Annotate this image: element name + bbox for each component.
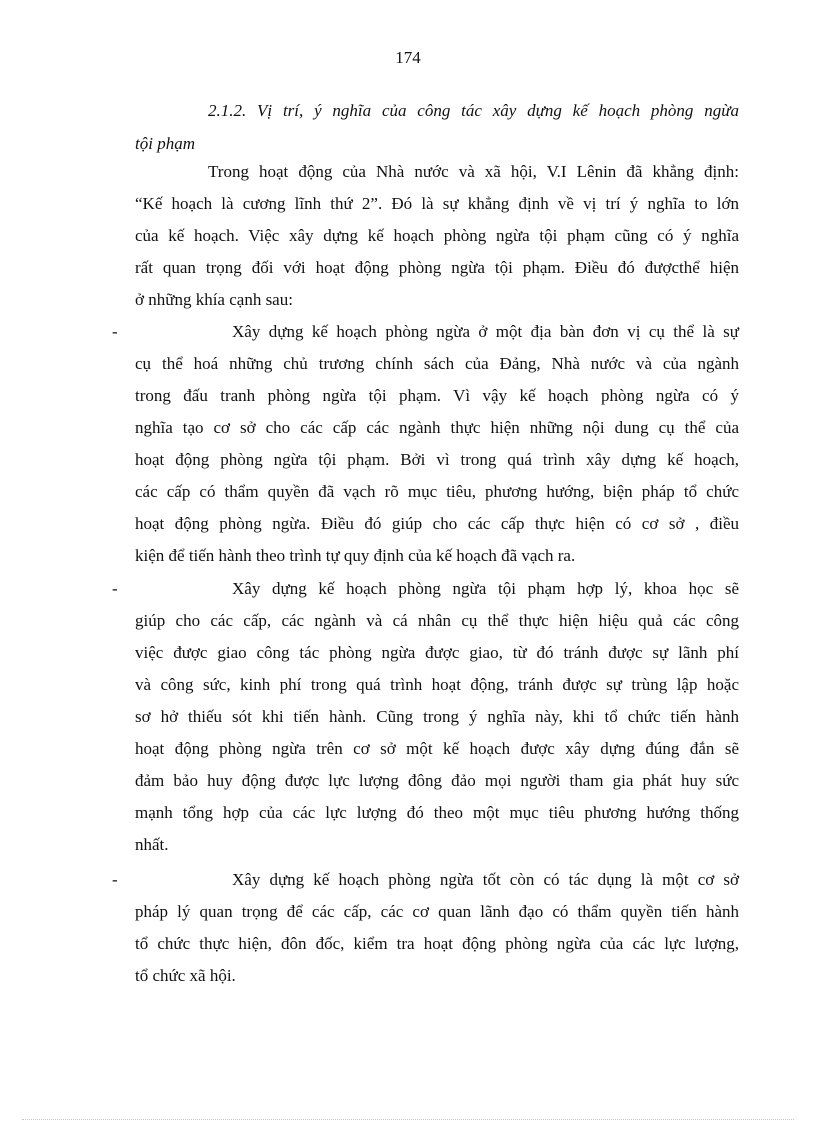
text-line: ở những khía cạnh sau: bbox=[135, 290, 293, 309]
text-line: trong đấu tranh phòng ngừa tội phạm. Vì vậy kế hoạch phòng ngừa có ý bbox=[135, 386, 739, 405]
text-line: hoạt động phòng ngừa tội phạm. Bởi vì trong quá trình xây dựng kế hoạch, bbox=[135, 450, 739, 469]
text-line: việc được giao công tác phòng ngừa được giao, từ đó tránh được sự lãnh phí bbox=[135, 643, 739, 662]
text-line: Xây dựng kế hoạch phòng ngừa tội phạm hợp lý, khoa học sẽ bbox=[232, 579, 739, 598]
page-number: 174 bbox=[395, 48, 421, 67]
text-line: của kế hoạch. Việc xây dựng kế hoạch phòng ngừa tội phạm cũng có ý nghĩa bbox=[135, 226, 739, 245]
text-line: nghĩa tạo cơ sở cho các cấp các ngành thực hiện những nội dung cụ thể của bbox=[135, 418, 739, 437]
paragraph-bullet-1 bbox=[135, 316, 739, 572]
paragraph-intro bbox=[135, 156, 739, 316]
text-line: Trong hoạt động của Nhà nước và xã hội, V.I Lênin đã khẳng định: bbox=[208, 162, 739, 181]
text-line: kiện để tiến hành theo trình tự quy định của kế hoạch đã vạch ra. bbox=[135, 546, 576, 565]
text-line: hoạt động phòng ngừa trên cơ sở một kế hoạch được xây dựng đúng đắn sẽ bbox=[135, 739, 739, 758]
bullet-dash: - bbox=[112, 579, 118, 598]
text-line: Xây dựng kế hoạch phòng ngừa tốt còn có tác dụng là một cơ sở bbox=[232, 870, 739, 889]
bullet-dash: - bbox=[112, 870, 118, 889]
text-line: tổ chức thực hiện, đôn đốc, kiểm tra hoạt động phòng ngừa của các lực lượng, bbox=[135, 934, 739, 953]
paragraph-bullet-2 bbox=[135, 573, 739, 861]
bullet-dash: - bbox=[112, 322, 118, 341]
text-line: sơ hở thiếu sót khi tiến hành. Cũng trong ý nghĩa này, khi tổ chức tiến hành bbox=[135, 707, 739, 726]
text-line: rất quan trọng đối với hoạt động phòng ngừa tội phạm. Điều đó đượcthể hiện bbox=[135, 258, 739, 277]
paragraph-bullet-3 bbox=[135, 864, 739, 992]
text-line: hoạt động phòng ngừa. Điều đó giúp cho các cấp thực hiện có cơ sở , điều bbox=[135, 514, 739, 533]
text-line: mạnh tổng hợp của các lực lượng đó theo một mục tiêu phương hướng thống bbox=[135, 803, 739, 822]
text-line: cụ thể hoá những chủ trương chính sách của Đảng, Nhà nước và của ngành bbox=[135, 354, 739, 373]
text-line: đảm bảo huy động được lực lượng đông đảo mọi người tham gia phát huy sức bbox=[135, 771, 739, 790]
text-line: pháp lý quan trọng để các cấp, các cơ quan lãnh đạo có thẩm quyền tiến hành bbox=[135, 902, 739, 921]
text-line: “Kế hoạch là cương lĩnh thứ 2”. Đó là sự khẳng định về vị trí ý nghĩa to lớn bbox=[135, 194, 739, 213]
text-line: các cấp có thẩm quyền đã vạch rõ mục tiêu, phương hướng, biện pháp tổ chức bbox=[135, 482, 739, 501]
section-heading-line-1: 2.1.2. Vị trí, ý nghĩa của công tác xây dựng kế hoạch phòng ngừa bbox=[208, 101, 739, 120]
page-bottom-rule bbox=[22, 1119, 794, 1120]
text-line: Xây dựng kế hoạch phòng ngừa ở một địa bàn đơn vị cụ thể là sự bbox=[232, 322, 739, 341]
text-line: nhất. bbox=[135, 835, 169, 854]
text-line: tổ chức xã hội. bbox=[135, 966, 236, 985]
text-line: và công sức, kinh phí trong quá trình hoạt động, tránh được sự trùng lập hoặc bbox=[135, 675, 739, 694]
section-heading-line-2: tội phạm bbox=[135, 134, 195, 153]
section-heading bbox=[135, 94, 739, 160]
text-line: giúp cho các cấp, các ngành và cá nhân cụ thể thực hiện hiệu quả các công bbox=[135, 611, 739, 630]
